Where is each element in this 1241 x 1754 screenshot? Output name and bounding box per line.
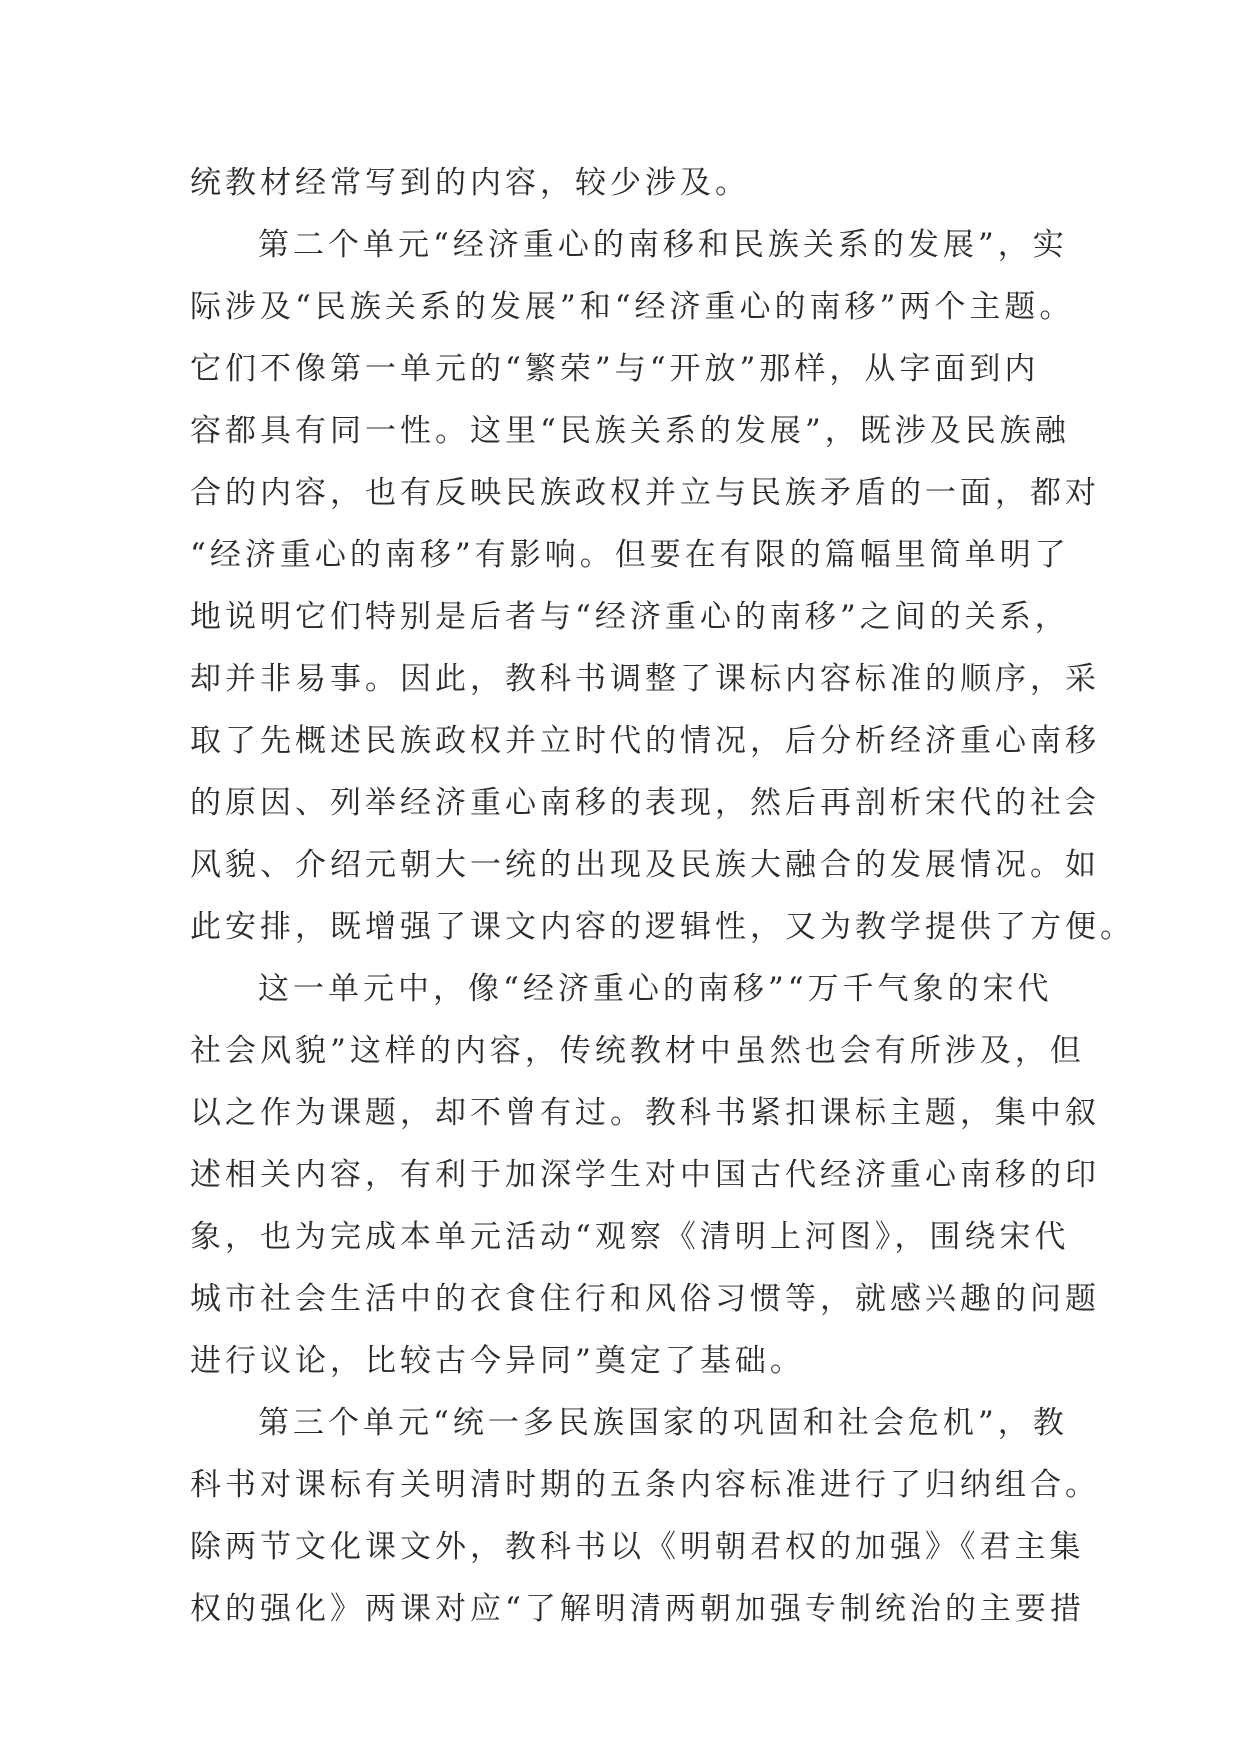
text-line: 象，也为完成本单元活动“观察《清明上河图》，围绕宋代 [190,1219,1070,1255]
text-line: 取了先概述民族政权并立时代的情况，后分析经济重心南移 [190,723,1100,759]
text-line: 科书对课标有关明清时期的五条内容标准进行了归纳组合。 [190,1467,1100,1503]
text-line: 除两节文化课文外，教科书以《明朝君权的加强》《君主集 [190,1529,1085,1565]
text-line: 地说明它们特别是后者与“经济重心的南移”之间的关系， [190,599,1070,635]
text-line: 际涉及“民族关系的发展”和“经济重心的南移”两个主题。 [190,289,1075,325]
text-line: 风貌、介绍元朝大一统的出现及民族大融合的发展情况。如 [190,847,1100,883]
text-line: 容都具有同一性。这里“民族关系的发展”，既涉及民族融 [190,413,1070,449]
text-line: 进行议论，比较古今异同”奠定了基础。 [190,1343,805,1379]
text-line: 以之作为课题，却不曾有过。教科书紧扣课标主题，集中叙 [190,1095,1100,1131]
body-text [190,152,1135,1640]
text-line: 它们不像第一单元的“繁荣”与“开放”那样，从字面到内 [190,351,1040,387]
text-line: 却并非易事。因此，教科书调整了课标内容标准的顺序，采 [190,661,1100,697]
paragraph-start-line: 这一单元中，像“经济重心的南移”“万千气象的宋代 [258,971,1053,1007]
text-line: 城市社会生活中的衣食住行和风俗习惯等，就感兴趣的问题 [190,1281,1100,1317]
text-line: 社会风貌”这样的内容，传统教材中虽然也会有所涉及，但 [190,1033,1085,1069]
text-line: 此安排，既增强了课文内容的逻辑性，又为教学提供了方便。 [190,909,1135,945]
text-line: “经济重心的南移”有影响。但要在有限的篇幅里简单明了 [190,537,1070,573]
text-line: 统教材经常写到的内容，较少涉及。 [190,165,750,201]
paragraph-start-line: 第三个单元“统一多民族国家的巩固和社会危机”，教 [258,1405,1068,1441]
text-line: 述相关内容，有利于加深学生对中国古代经济重心南移的印 [190,1157,1100,1193]
text-line: 权的强化》两课对应“了解明清两朝加强专制统治的主要措 [190,1591,1085,1627]
text-line: 的原因、列举经济重心南移的表现，然后再剖析宋代的社会 [190,785,1100,821]
text-line: 合的内容，也有反映民族政权并立与民族矛盾的一面，都对 [190,475,1100,511]
paragraph-start-line: 第二个单元“经济重心的南移和民族关系的发展”，实 [258,227,1068,263]
